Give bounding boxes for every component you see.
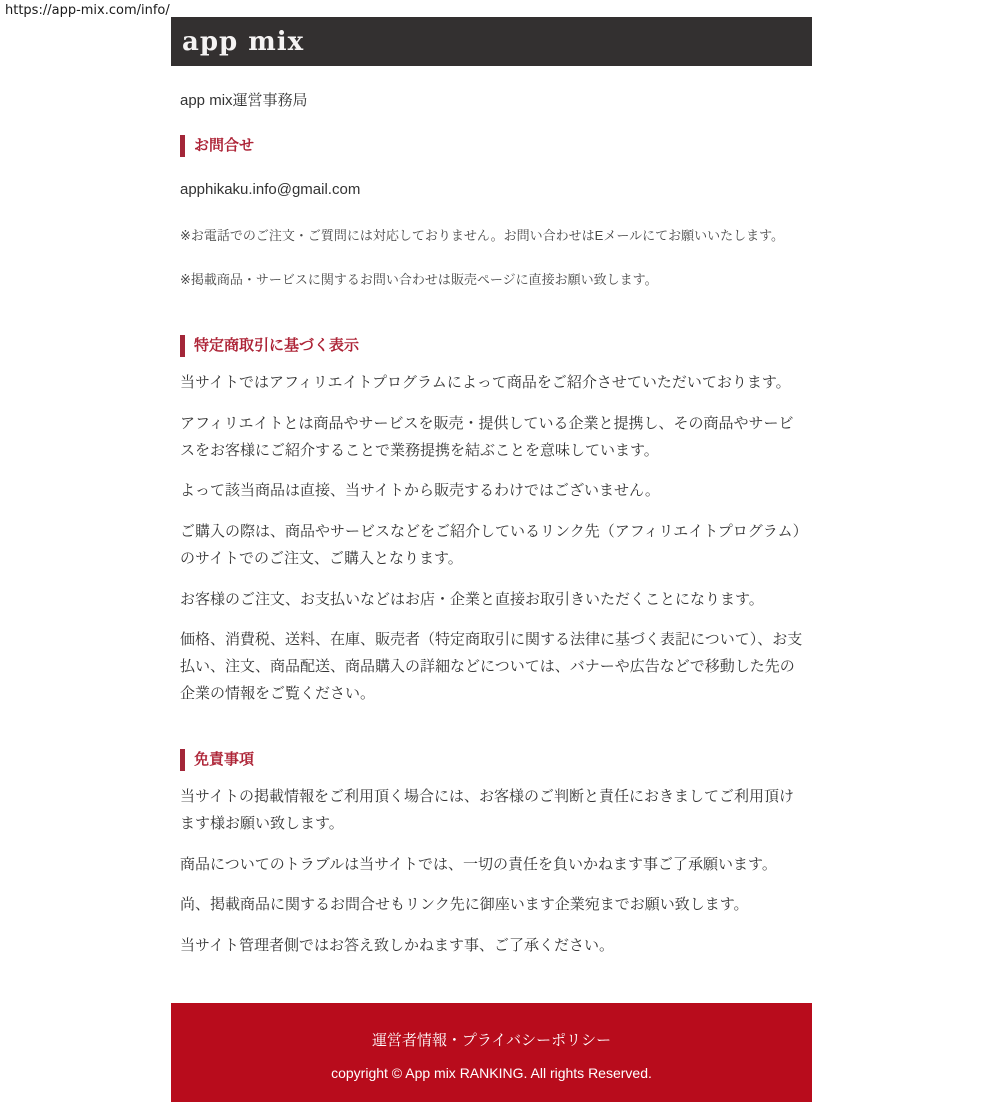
section-heading-disclaimer: 免責事項 bbox=[180, 749, 803, 771]
disclaimer-paragraph: 当サイトの掲載情報をご利用頂く場合には、お客様のご判断と責任におきましてご利用頂けます様お願い致します。 bbox=[180, 788, 794, 832]
page-container bbox=[171, 17, 812, 1102]
contact-email: apphikaku.info@gmail.com bbox=[180, 181, 361, 198]
disclaimer-paragraph: 商品についてのトラブルは当サイトでは、一切の責任を負いかねます事ご了承願います。 bbox=[180, 855, 777, 873]
site-footer bbox=[171, 1003, 812, 1102]
site-title[interactable]: app mix bbox=[182, 26, 305, 57]
copyright-text: copyright © App mix RANKING. All rights Reserved. bbox=[331, 1064, 652, 1081]
tokutei-paragraph: お客様のご注文、お支払いなどはお店・企業と直接お取引きいただくことになります。 bbox=[180, 590, 764, 608]
address-url: https://app-mix.com/info/ bbox=[5, 3, 170, 18]
section-heading-tokutei: 特定商取引に基づく表示 bbox=[180, 335, 803, 357]
tokutei-paragraph: ご購入の際は、商品やサービスなどをご紹介しているリンク先（アフィリエイトプログラム）のサイトでのご注文、ご購入となります。 bbox=[180, 523, 801, 567]
disclaimer-paragraph: 当サイト管理者側ではお答え致しかねます事、ご了承ください。 bbox=[180, 937, 614, 954]
tokutei-paragraph: よって該当商品は直接、当サイトから販売するわけではございません。 bbox=[180, 482, 660, 500]
section-heading-contact: お問合せ bbox=[180, 135, 803, 157]
tokutei-paragraph: 当サイトではアフィリエイトプログラムによって商品をご紹介させていただいております。 bbox=[180, 374, 791, 392]
contact-note: ※お電話でのご注文・ご質問には対応しておりません。お問い合わせはEメールにてお願いいたします。 bbox=[180, 228, 785, 243]
tokutei-paragraph: アフィリエイトとは商品やサービスを販売・提供している企業と提携し、その商品やサービスをお客様にご紹介することで業務提携を結ぶことを意味しています。 bbox=[180, 415, 794, 459]
operator-name: app mix運営事務局 bbox=[180, 92, 308, 109]
tokutei-paragraph: 価格、消費税、送料、在庫、販売者（特定商取引に関する法律に基づく表記について）、お支払い、注文、商品配送、商品購入の詳細などについては、バナーや広告などで移動した先の企業の情報をご覧ください。 bbox=[180, 631, 803, 702]
main-content bbox=[171, 89, 812, 960]
footer-privacy-policy-link[interactable]: 運営者情報・プライバシーポリシー bbox=[371, 1031, 612, 1049]
site-header bbox=[171, 17, 812, 66]
contact-note: ※掲載商品・サービスに関するお問い合わせは販売ページに直接お願い致します。 bbox=[180, 272, 658, 288]
disclaimer-paragraph: 尚、掲載商品に関するお問合せもリンク先に御座います企業宛までお願い致します。 bbox=[180, 896, 749, 914]
